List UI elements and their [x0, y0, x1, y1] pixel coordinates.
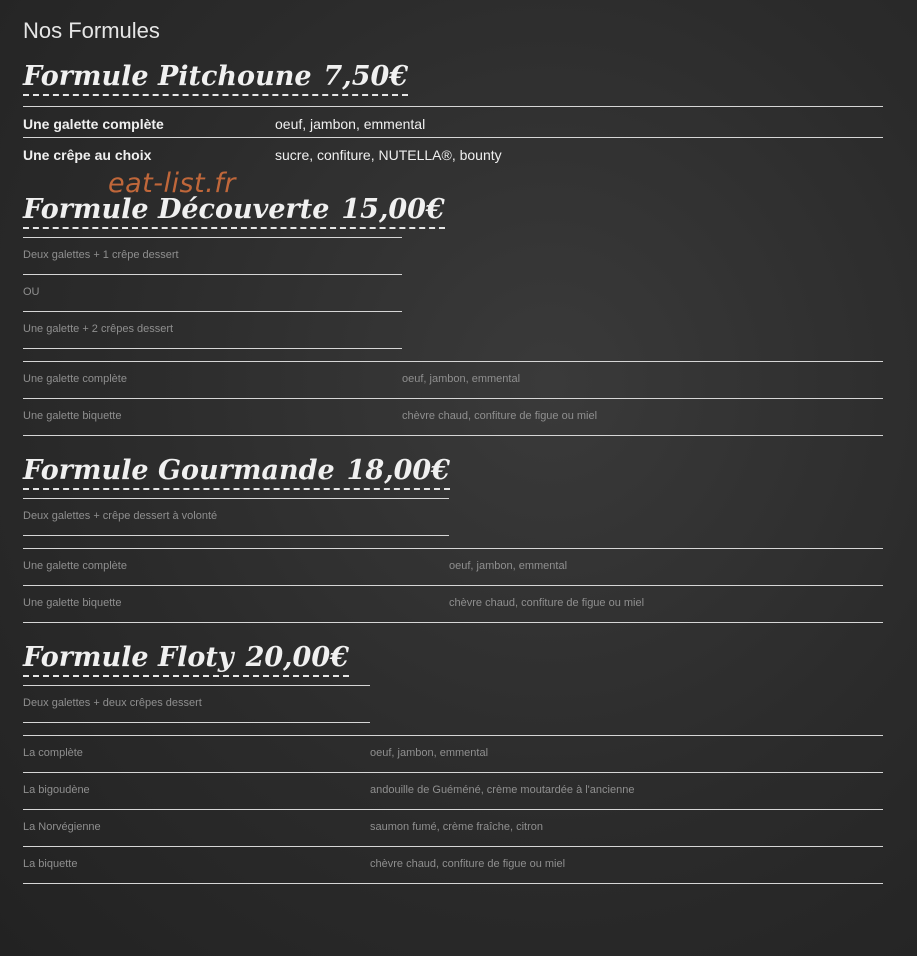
- option-row: [23, 311, 173, 347]
- item-name: Une galette biquette: [23, 410, 122, 422]
- divider: [23, 722, 370, 723]
- item-name: La bigoudène: [23, 784, 90, 796]
- table-row: [23, 772, 634, 808]
- formula-price: 18,00€: [346, 455, 450, 486]
- table-row: [23, 809, 543, 845]
- item-name: La biquette: [23, 858, 78, 870]
- table-row: [23, 846, 565, 882]
- divider: [23, 435, 883, 436]
- item-desc: chèvre chaud, confiture de figue ou miel: [370, 858, 566, 870]
- item-desc: oeuf, jambon, emmental: [370, 747, 489, 759]
- watermark: eat-list.fr: [108, 168, 236, 199]
- item-desc: chèvre chaud, confiture de figue ou miel: [402, 410, 598, 422]
- formula-title: [23, 456, 450, 490]
- option-text: Deux galettes + crêpe dessert à volonté: [23, 510, 218, 522]
- item-desc: saumon fumé, crème fraîche, citron: [370, 821, 544, 833]
- item-desc: sucre, confiture, NUTELLA®, bounty: [275, 147, 502, 163]
- formula-price: 20,00€: [245, 642, 349, 673]
- item-desc: oeuf, jambon, emmental: [275, 116, 426, 132]
- item-desc: oeuf, jambon, emmental: [449, 560, 568, 572]
- option-row: [23, 237, 179, 273]
- divider: [23, 883, 883, 884]
- option-row: [23, 685, 202, 721]
- item-name: Une galette complète: [23, 116, 164, 132]
- option-text: Deux galettes + 1 crêpe dessert: [23, 249, 179, 261]
- formula-price: 7,50€: [323, 61, 409, 92]
- table-row: [23, 585, 644, 621]
- option-row: [23, 274, 40, 310]
- table-row: [23, 137, 502, 173]
- table-row: [23, 548, 567, 584]
- formula-name: Formule Découverte: [23, 194, 330, 225]
- formula-name: Formule Gourmande: [23, 455, 335, 486]
- item-desc: andouille de Guéméné, crème moutardée à l'ancienne: [370, 784, 635, 796]
- item-name: Une galette complète: [23, 560, 127, 572]
- formula-title: [23, 62, 408, 96]
- item-desc: oeuf, jambon, emmental: [402, 373, 521, 385]
- option-text: OU: [23, 286, 40, 298]
- formula-title: [23, 195, 445, 229]
- item-name: La Norvégienne: [23, 821, 101, 833]
- divider: [23, 622, 883, 623]
- table-row: [23, 398, 597, 434]
- item-name: La complète: [23, 747, 83, 759]
- table-row: [23, 361, 520, 397]
- table-row: [23, 735, 488, 771]
- option-row: [23, 498, 217, 534]
- item-name: Une galette complète: [23, 373, 127, 385]
- item-name: Une galette biquette: [23, 597, 122, 609]
- formula-name: Formule Floty: [23, 642, 234, 673]
- page-heading: Nos Formules: [23, 18, 160, 43]
- formula-title: [23, 643, 349, 677]
- divider: [23, 535, 449, 536]
- option-text: Deux galettes + deux crêpes dessert: [23, 697, 202, 709]
- item-name: Une crêpe au choix: [23, 147, 152, 163]
- formula-name: Formule Pitchoune: [23, 61, 312, 92]
- option-text: Une galette + 2 crêpes dessert: [23, 323, 174, 335]
- formula-price: 15,00€: [341, 194, 445, 225]
- item-desc: chèvre chaud, confiture de figue ou miel: [449, 597, 645, 609]
- divider: [23, 274, 402, 275]
- divider: [23, 348, 402, 349]
